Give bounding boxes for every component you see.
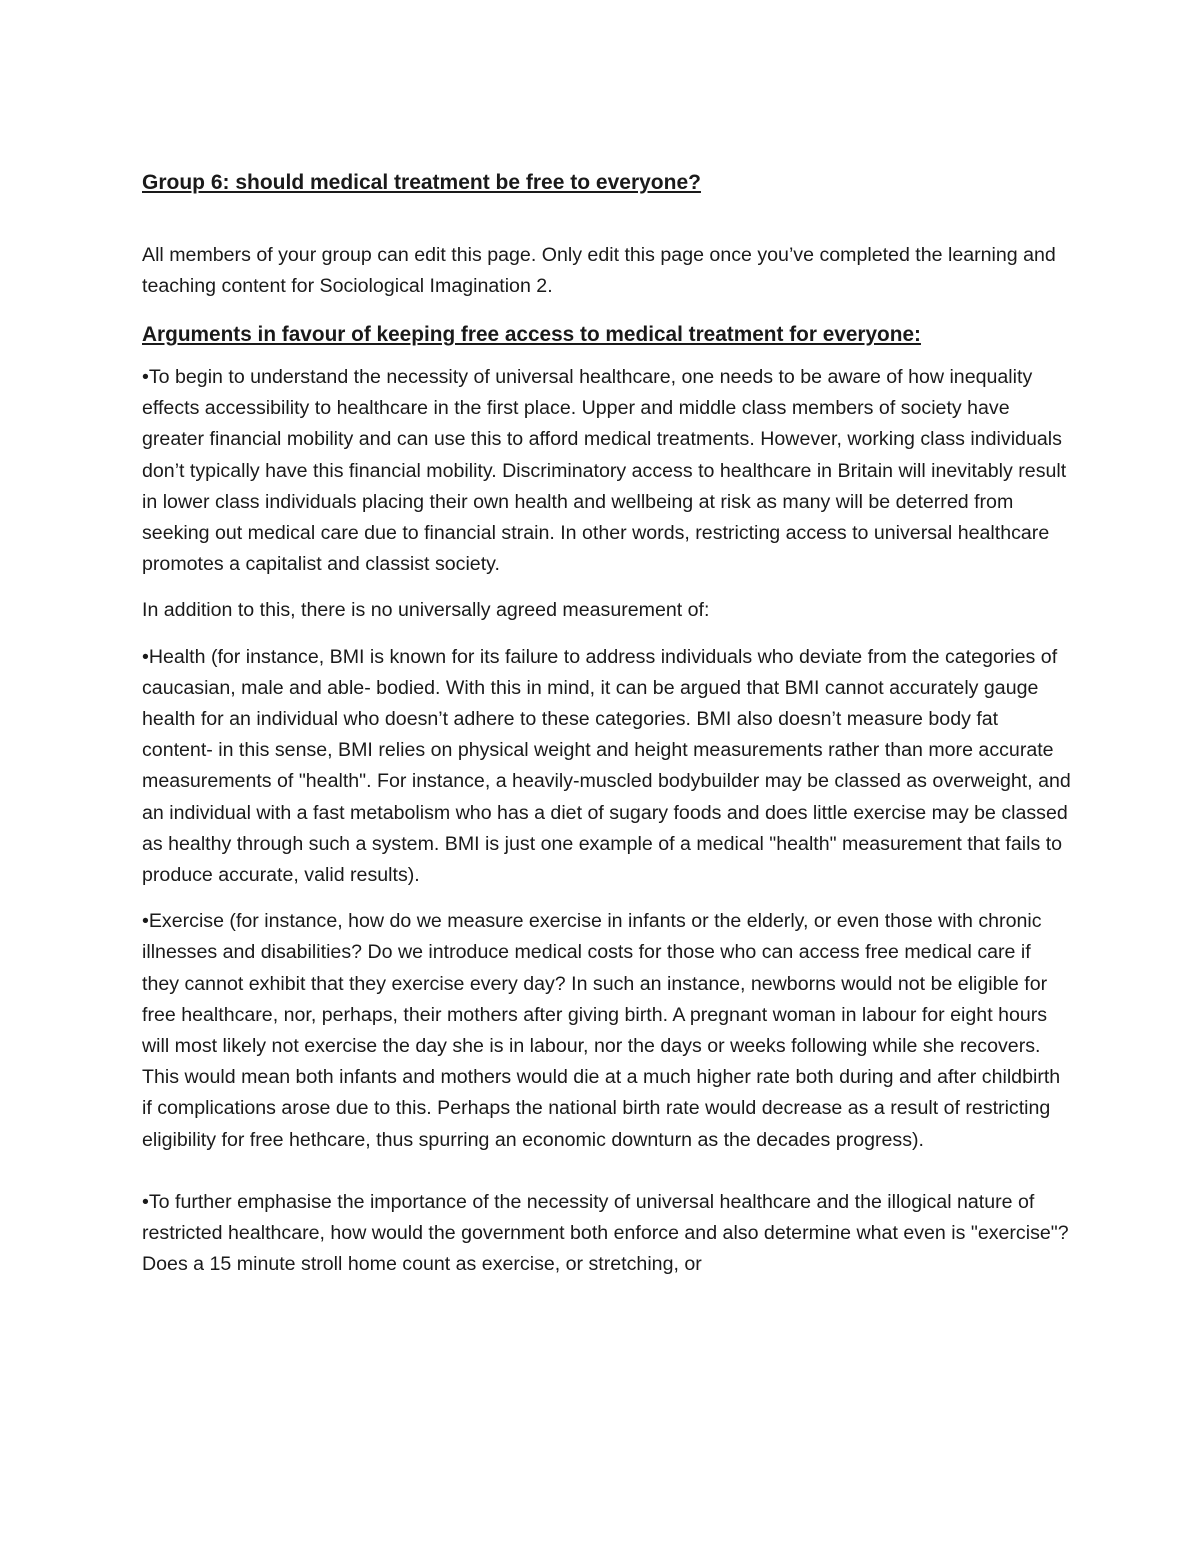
document-page: [142, 168, 1072, 1280]
paragraph-exercise: •Exercise (for instance, how do we measure exercise in infants or the elderly, or even those with chronic illnesses and disabilities? Do we introduce medical costs for those who can access free medical care if they cannot exhibit that they exercise every day? In such an instance, newborns would not be eligible for free healthcare, nor, perhaps, their mothers after giving birth. A pregnant woman in labour for eight hours will most likely not exercise the day she is in labour, nor the days or weeks following while she recovers. This would mean both infants and mothers would die at a much higher rate both during and after childbirth if complications arose due to this. Perhaps the national birth rate would decrease as a result of restricting eligibility for free hethcare, thus spurring an economic downturn as the decades progress).: [142, 910, 1061, 1151]
paragraph-health: •Health (for instance, BMI is known for its failure to address individuals who deviate from the categories of caucasian, male and able- bodied. With this in mind, it can be argued that BMI cannot accurately gauge health for an individual who doesn’t adhere to these categories. BMI also doesn’t measure body fat content- in this sense, BMI relies on physical weight and height measurements rather than more accurate measurements of "health". For instance, a heavily-muscled bodybuilder may be classed as overweight, and an individual with a fast metabolism who has a diet of sugary foods and does little exercise may be classed as healthy through such a system. BMI is just one example of a medical "health" measurement that fails to produce accurate, valid results).: [142, 645, 1071, 887]
document-title: Group 6: should medical treatment be free to everyone?: [142, 171, 701, 194]
paragraph-inequality: •To begin to understand the necessity of universal healthcare, one needs to be aware of how inequality effects accessibility to healthcare in the first place. Upper and middle class members of society have greater financial mobility and can use this to afford medical treatments. However, working class individuals don’t typically have this financial mobility. Discriminatory access to healthcare in Britain will inevitably result in lower class individuals placing their own health and wellbeing at risk as many will be deterred from seeking out medical care due to financial strain. In other words, restricting access to universal healthcare promotes a capitalist and classist society.: [142, 366, 1067, 576]
paragraph-measurement-intro: In addition to this, there is no universally agreed measurement of:: [142, 599, 710, 622]
intro-paragraph: All members of your group can edit this page. Only edit this page once you’ve completed the learning and teaching content for Sociological Imagination 2.: [142, 244, 1056, 297]
paragraph-enforcement: •To further emphasise the importance of the necessity of universal healthcare and the illogical nature of restricted healthcare, how would the government both enforce and also determine what even is "exercise"? Does a 15 minute stroll home count as exercise, or stretching, or: [142, 1190, 1069, 1276]
section-heading: Arguments in favour of keeping free access to medical treatment for everyone:: [142, 323, 921, 346]
